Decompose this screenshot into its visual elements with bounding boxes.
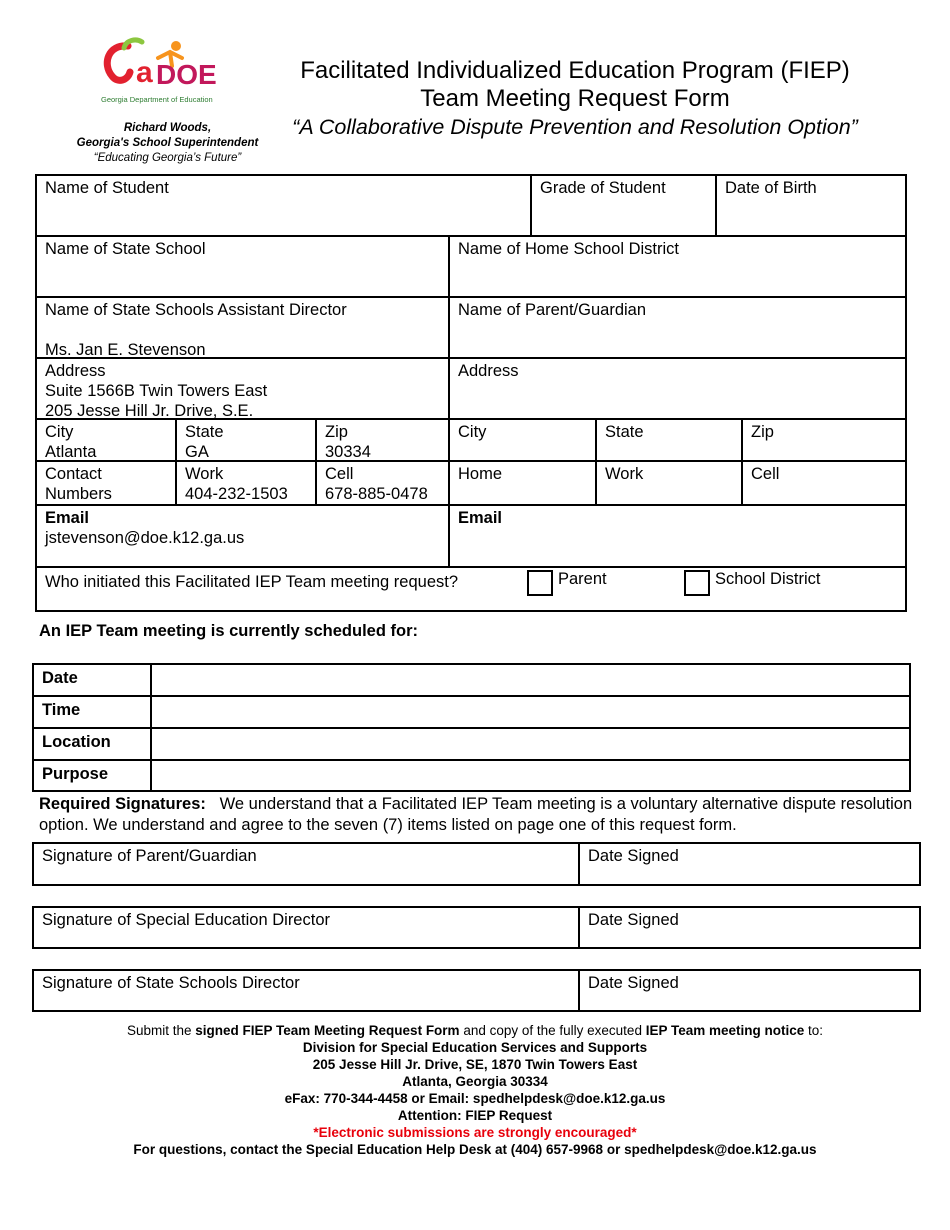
schedule-location-label: Location — [42, 733, 111, 751]
home-address-label: Address — [458, 362, 519, 380]
state-zip-label: Zip — [325, 423, 348, 441]
state-address-label: Address — [45, 362, 106, 380]
state-email-label: Email — [45, 509, 90, 527]
sped-signature-label: Signature of Special Education Director — [42, 911, 330, 929]
signatures-note-text: We understand that a Facilitated IEP Team meeting is a voluntary alternative dispute resolution option. We understand and agree to the seven (7) items listed on page one of this request form. — [39, 795, 913, 834]
state-school-field[interactable] — [35, 235, 450, 298]
schedule-title: An IEP Team meeting is currently scheduled for: — [39, 622, 418, 640]
home-email-label: Email — [458, 509, 503, 527]
signatures-note — [39, 794, 919, 836]
home-zip-label: Zip — [751, 423, 774, 441]
gadoe-logo — [98, 36, 238, 108]
parent-name-field[interactable] — [448, 296, 907, 359]
state-address-field — [35, 357, 450, 420]
state-state-label: State — [185, 423, 224, 441]
home-phone-label: Home — [458, 465, 503, 483]
state-cell-label: Cell — [325, 465, 354, 483]
contact-label-line1: Contact — [45, 465, 102, 483]
home-state-field[interactable] — [595, 418, 743, 462]
initiator-district-checkbox[interactable] — [684, 570, 710, 596]
state-director-signature-field[interactable] — [32, 969, 580, 1012]
parent-date-label: Date Signed — [588, 847, 679, 865]
footer-division: Division for Special Education Services and Supports — [302, 1040, 648, 1055]
form-tagline: “A Collaborative Dispute Prevention and Resolution Option” — [292, 115, 858, 139]
home-state-label: State — [605, 423, 644, 441]
state-address-line2: 205 Jesse Hill Jr. Drive, S.E. — [45, 402, 254, 420]
schedule-location-field[interactable] — [150, 727, 911, 761]
home-phone-field[interactable] — [448, 460, 597, 506]
initiator-parent-label: Parent — [558, 570, 607, 588]
footer-street: 205 Jesse Hill Jr. Drive, SE, 1870 Twin Towers East — [312, 1057, 638, 1072]
footer-city: Atlanta, Georgia 30334 — [402, 1074, 548, 1089]
footer-fax-email: eFax: 770-344-4458 or Email: spedhelpdesk@doe.k12.ga.us — [284, 1091, 666, 1106]
state-cell-field — [315, 460, 450, 506]
schedule-time-label: Time — [42, 701, 81, 719]
asst-director-label: Name of State Schools Assistant Director — [45, 301, 347, 319]
parent-signature-field[interactable] — [32, 842, 580, 886]
sped-date-label: Date Signed — [588, 911, 679, 929]
state-state-value: GA — [185, 443, 209, 461]
schedule-date-label-cell — [32, 663, 152, 697]
state-contact-field — [35, 460, 177, 506]
state-director-signature-label: Signature of State Schools Director — [42, 974, 300, 992]
state-address-line1: Suite 1566B Twin Towers East — [45, 382, 268, 400]
parent-date-field[interactable] — [578, 842, 921, 886]
home-zip-field[interactable] — [741, 418, 907, 462]
home-cell-label: Cell — [751, 465, 780, 483]
svg-text:DOE: DOE — [156, 59, 217, 90]
footer-attention: Attention: FIEP Request — [397, 1108, 553, 1123]
home-city-field[interactable] — [448, 418, 597, 462]
student-name-label: Name of Student — [45, 179, 169, 197]
initiator-district-label: School District — [715, 570, 821, 588]
sped-date-field[interactable] — [578, 906, 921, 949]
home-city-label: City — [458, 423, 487, 441]
state-city-label: City — [45, 423, 74, 441]
signatures-heading: Required Signatures: — [39, 795, 206, 813]
initiator-parent-checkbox[interactable] — [527, 570, 553, 596]
home-work-field[interactable] — [595, 460, 743, 506]
state-city-field — [35, 418, 177, 462]
state-school-label: Name of State School — [45, 240, 206, 258]
state-work-label: Work — [185, 465, 224, 483]
schedule-date-field[interactable] — [150, 663, 911, 697]
parent-name-label: Name of Parent/Guardian — [458, 301, 647, 319]
student-grade-field[interactable] — [530, 174, 717, 237]
home-cell-field[interactable] — [741, 460, 907, 506]
state-director-date-label: Date Signed — [588, 974, 679, 992]
initiator-question: Who initiated this Facilitated IEP Team meeting request? — [45, 573, 459, 591]
state-email-value: jstevenson@doe.k12.ga.us — [45, 529, 245, 547]
schedule-location-label-cell — [32, 727, 152, 761]
schedule-date-label: Date — [42, 669, 78, 687]
sped-signature-field[interactable] — [32, 906, 580, 949]
svg-text:Georgia Department of Educatio: Georgia Department of Education — [101, 95, 213, 104]
home-district-field[interactable] — [448, 235, 907, 298]
student-dob-field[interactable] — [715, 174, 907, 237]
footer-electronic-note: *Electronic submissions are strongly encouraged* — [313, 1125, 637, 1140]
student-grade-label: Grade of Student — [540, 179, 666, 197]
home-email-field[interactable] — [448, 504, 907, 568]
state-city-value: Atlanta — [45, 443, 97, 461]
form-title-line1: Facilitated Individualized Education Program (FIEP) — [300, 57, 850, 84]
schedule-purpose-label: Purpose — [42, 765, 109, 783]
footer-help-desk: For questions, contact the Special Education Help Desk at (404) 657-9968 or spedhelpdesk@doe.k12.ga.us — [133, 1142, 817, 1157]
state-director-date-field[interactable] — [578, 969, 921, 1012]
student-dob-label: Date of Birth — [725, 179, 817, 197]
superintendent-motto: “Educating Georgia’s Future” — [93, 152, 242, 164]
submit-instructions: Submit the signed FIEP Team Meeting Request Form and copy of the fully executed IEP Team meeting notice to: — [126, 1023, 824, 1038]
state-work-value: 404-232-1503 — [185, 485, 288, 503]
form-title-line2: Team Meeting Request Form — [420, 85, 730, 112]
schedule-purpose-field[interactable] — [150, 759, 911, 792]
state-zip-field — [315, 418, 450, 462]
superintendent-title: Georgia's School Superintendent — [76, 137, 259, 149]
schedule-time-field[interactable] — [150, 695, 911, 729]
schedule-purpose-label-cell — [32, 759, 152, 792]
parent-signature-label: Signature of Parent/Guardian — [42, 847, 257, 865]
superintendent-name: Richard Woods, — [123, 122, 212, 134]
schedule-time-label-cell — [32, 695, 152, 729]
home-district-label: Name of Home School District — [458, 240, 679, 258]
asst-director-field — [35, 296, 450, 359]
student-name-field[interactable] — [35, 174, 532, 237]
state-zip-value: 30334 — [325, 443, 371, 461]
state-cell-value: 678-885-0478 — [325, 485, 428, 503]
home-work-label: Work — [605, 465, 644, 483]
home-address-field[interactable] — [448, 357, 907, 420]
state-work-field — [175, 460, 317, 506]
state-email-field — [35, 504, 450, 568]
svg-text:a: a — [136, 56, 153, 89]
state-state-field — [175, 418, 317, 462]
asst-director-value: Ms. Jan E. Stevenson — [45, 341, 206, 359]
contact-label-line2: Numbers — [45, 485, 112, 503]
